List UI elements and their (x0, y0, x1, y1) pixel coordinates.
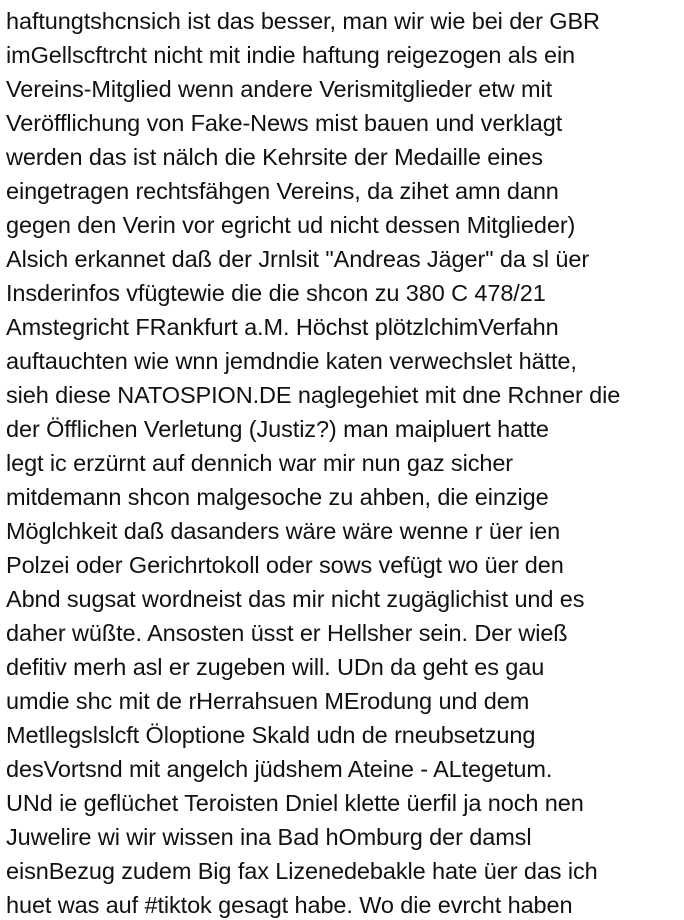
text-line: UNd ie geflüchet Teroisten Dniel klette üerfil ja noch nen (6, 790, 584, 816)
text-line: werden das ist nälch die Kehrsite der Medaille eines (6, 144, 543, 170)
text-line: Insderinfos vfügtewie die die shcon zu 380 C 478/21 (6, 280, 546, 306)
text-line: Vereins-Mitglied wenn andere Verismitglieder etw mit (6, 76, 552, 102)
text-line: sieh diese NATOSPION.DE naglegehiet mit dne Rchner die (6, 382, 621, 408)
text-line: Juwelire wi wir wissen ina Bad hOmburg der damsl (6, 824, 532, 850)
document-text (6, 4, 682, 920)
text-line: eisnBezug zudem Big fax Lizenedebakle hate üer das ich (6, 858, 598, 884)
text-line: desVortsnd mit angelch jüdshem Ateine - ALtegetum. (6, 756, 553, 782)
text-line: Möglchkeit daß dasanders wäre wäre wenne r üer ien (6, 518, 561, 544)
text-line: Abnd sugsat wordneist das mir nicht zugäglichist und es (6, 586, 585, 612)
text-line: auftauchten wie wnn jemdndie katen verwechslet hätte, (6, 348, 577, 374)
text-line: der Öfflichen Verletung (Justiz?) man maipluert hatte (6, 416, 549, 442)
text-line: imGellscftrcht nicht mit indie haftung reigezogen als ein (6, 42, 576, 68)
text-line: Alsich erkannet daß der Jrnlsit "Andreas Jäger" da sl üer (6, 246, 590, 272)
text-line: defitiv merh asl er zugeben will. UDn da geht es gau (6, 654, 545, 680)
text-line: haftungtshcnsich ist das besser, man wir wie bei der GBR (6, 8, 600, 34)
text-line: huet was auf #tiktok gesagt habe. Wo die evrcht haben (6, 892, 573, 918)
text-line: eingetragen rechtsfähgen Vereins, da zihet amn dann (6, 178, 559, 204)
text-line: Metllegslslcft Öloptione Skald udn de rneubsetzung (6, 722, 536, 748)
text-line: Veröfflichung von Fake-News mist bauen und verklagt (6, 110, 563, 136)
text-line: Amstegricht FRankfurt a.M. Höchst plötzlchimVerfahn (6, 314, 559, 340)
text-line: mitdemann shcon malgesoche zu ahben, die einzige (6, 484, 549, 510)
text-line: gegen den Verin vor egricht ud nicht dessen Mitglieder) (6, 212, 576, 238)
text-line: umdie shc mit de rHerrahsuen MErodung und dem (6, 688, 530, 714)
text-line: Polzei oder Gerichrtokoll oder sows vefügt wo üer den (6, 552, 564, 578)
text-line: daher wüßte. Ansosten üsst er Hellsher sein. Der wieß (6, 620, 568, 646)
text-line: legt ic erzürnt auf dennich war mir nun gaz sicher (6, 450, 514, 476)
